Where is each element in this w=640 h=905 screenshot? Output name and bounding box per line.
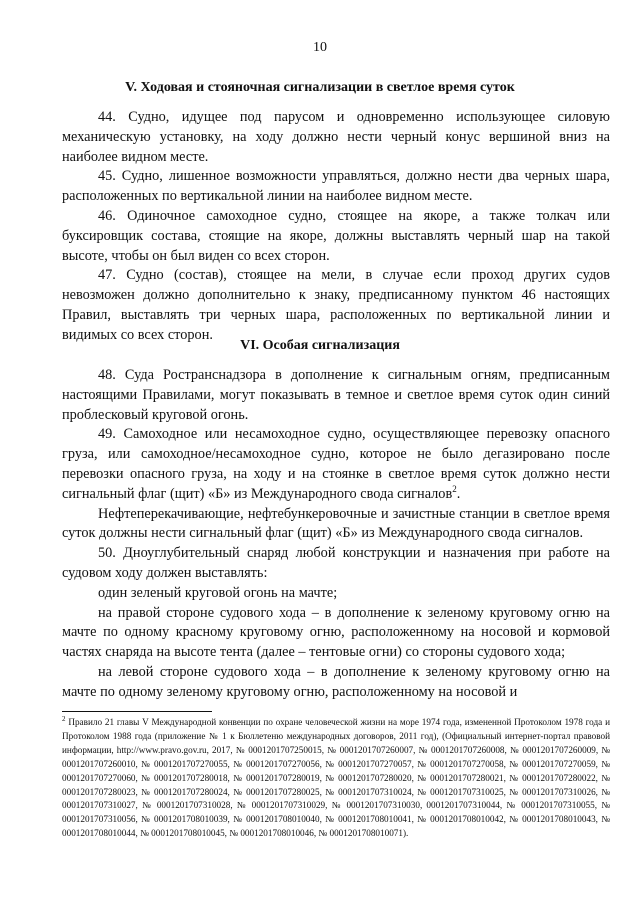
paragraph-49-stations: Нефтеперекачивающие, нефтебункеровочные и зачистные станции в светлое время суток должны нести сигнальный флаг (щит) «Б» из Международного свода сигналов.	[62, 505, 610, 542]
paragraph-50-item: один зеленый круговой огонь на мачте;	[98, 584, 338, 601]
paragraph-50-item: на правой стороне судового хода – в дополнение к зеленому круговому огню на мачте по одному красному круговому огню, расположенному на носовой и кормовой частях снаряда на высоте тента (далее – тентовые огни) со стороны судового хода;	[62, 604, 610, 661]
section-heading-vi: VI. Особая сигнализация	[240, 338, 400, 353]
footnote-text: Правило 21 главы V Международной конвенции по охране человеческой жизни на море 1974 года, измененной Протоколом 1978 года и Протоколом 1988 года (приложение № 1 к Бюллетеню международных договоров, 2011 год), (Официальный интернет-портал правовой информации, http://www.pravo.gov.ru, 2017, № 0001201707250015, № 0001201707260007, № 0001201707260008, № 0001201707260009, № 0001201707260010, № 0001201707270055, № 0001201707270056, № 0001201707270057, № 0001201707270058, № 0001201707270059, № 0001201707270060, № 0001201707280018, № 0001201707280019, № 0001201707280020, № 0001201707280021, № 0001201707280022, № 0001201707280023, № 0001201707280024, № 0001201707280025, № 0001201707310024, № 0001201707310025, № 0001201707310026, № 0001201707310027, № 0001201707310028, № 0001201707310029, № 0001201707310030, 0001201707310044, № 0001201707310055, № 0001201707310056, № 0001201708010039, № 0001201708010040, № 0001201708010041, № 0001201708010042, № 0001201708010043, № 0001201708010044, № 0001201708010045, № 0001201708010046, № 0001201708010071).	[62, 717, 610, 839]
footnote-reference: 2	[452, 484, 457, 495]
paragraph-49-end: .	[456, 485, 461, 502]
paragraph-45: 45. Судно, лишенное возможности управляться, должно нести два черных шара, расположенных по вертикальной линии на наиболее видном месте.	[62, 168, 610, 205]
paragraph-44: 44. Судно, идущее под парусом и одновременно использующее силовую механическую установку, на ходу должно нести черный конус вершиной вниз на наиболее видном месте.	[62, 109, 610, 165]
section-vi-body	[62, 366, 610, 703]
paragraph-50-item: на левой стороне судового хода – в дополнение к зеленому круговому огню на мачте по одному зеленому круговому огню, расположенному на носовой и	[62, 663, 610, 700]
paragraph-49	[62, 425, 610, 504]
page-number: 10	[313, 40, 327, 55]
footnote	[62, 716, 610, 841]
section-heading-v: V. Ходовая и стояночная сигнализации в светлое время суток	[125, 80, 515, 95]
section-v-body	[62, 108, 610, 346]
paragraph-49-text: 49. Самоходное или несамоходное судно, осуществляющее перевозку опасного груза, или самоходное/несамоходное судно, которое не было дегазировано после перевозки опасного груза, на ходу и на стоянке в светлое время суток должно нести сигнальный флаг (щит) «Б» из Международного свода сигналов	[62, 426, 610, 502]
footnote-divider	[62, 711, 212, 712]
footnote-marker: 2	[62, 714, 66, 723]
paragraph-47: 47. Судно (состав), стоящее на мели, в случае если проход других судов невозможен должно дополнительно к знаку, предписанному пунктом 46 настоящих Правил, выставлять три черных шара, расположенных по вертикальной линии и видимых со всех сторон.	[62, 267, 610, 343]
paragraph-48: 48. Суда Ространснадзора в дополнение к сигнальным огням, предписанным настоящими Правилами, могут показывать в темное и светлое время суток один синий проблесковый круговой огонь.	[62, 367, 610, 423]
paragraph-46: 46. Одиночное самоходное судно, стоящее на якоре, а также толкач или буксировщик состава, стоящие на якоре, должны выставлять черный шар на такой высоте, чтобы он был виден со всех сторон.	[62, 207, 610, 264]
paragraph-50: 50. Дноуглубительный снаряд любой конструкции и назначения при работе на судовом ходу должен выставлять:	[62, 545, 610, 581]
